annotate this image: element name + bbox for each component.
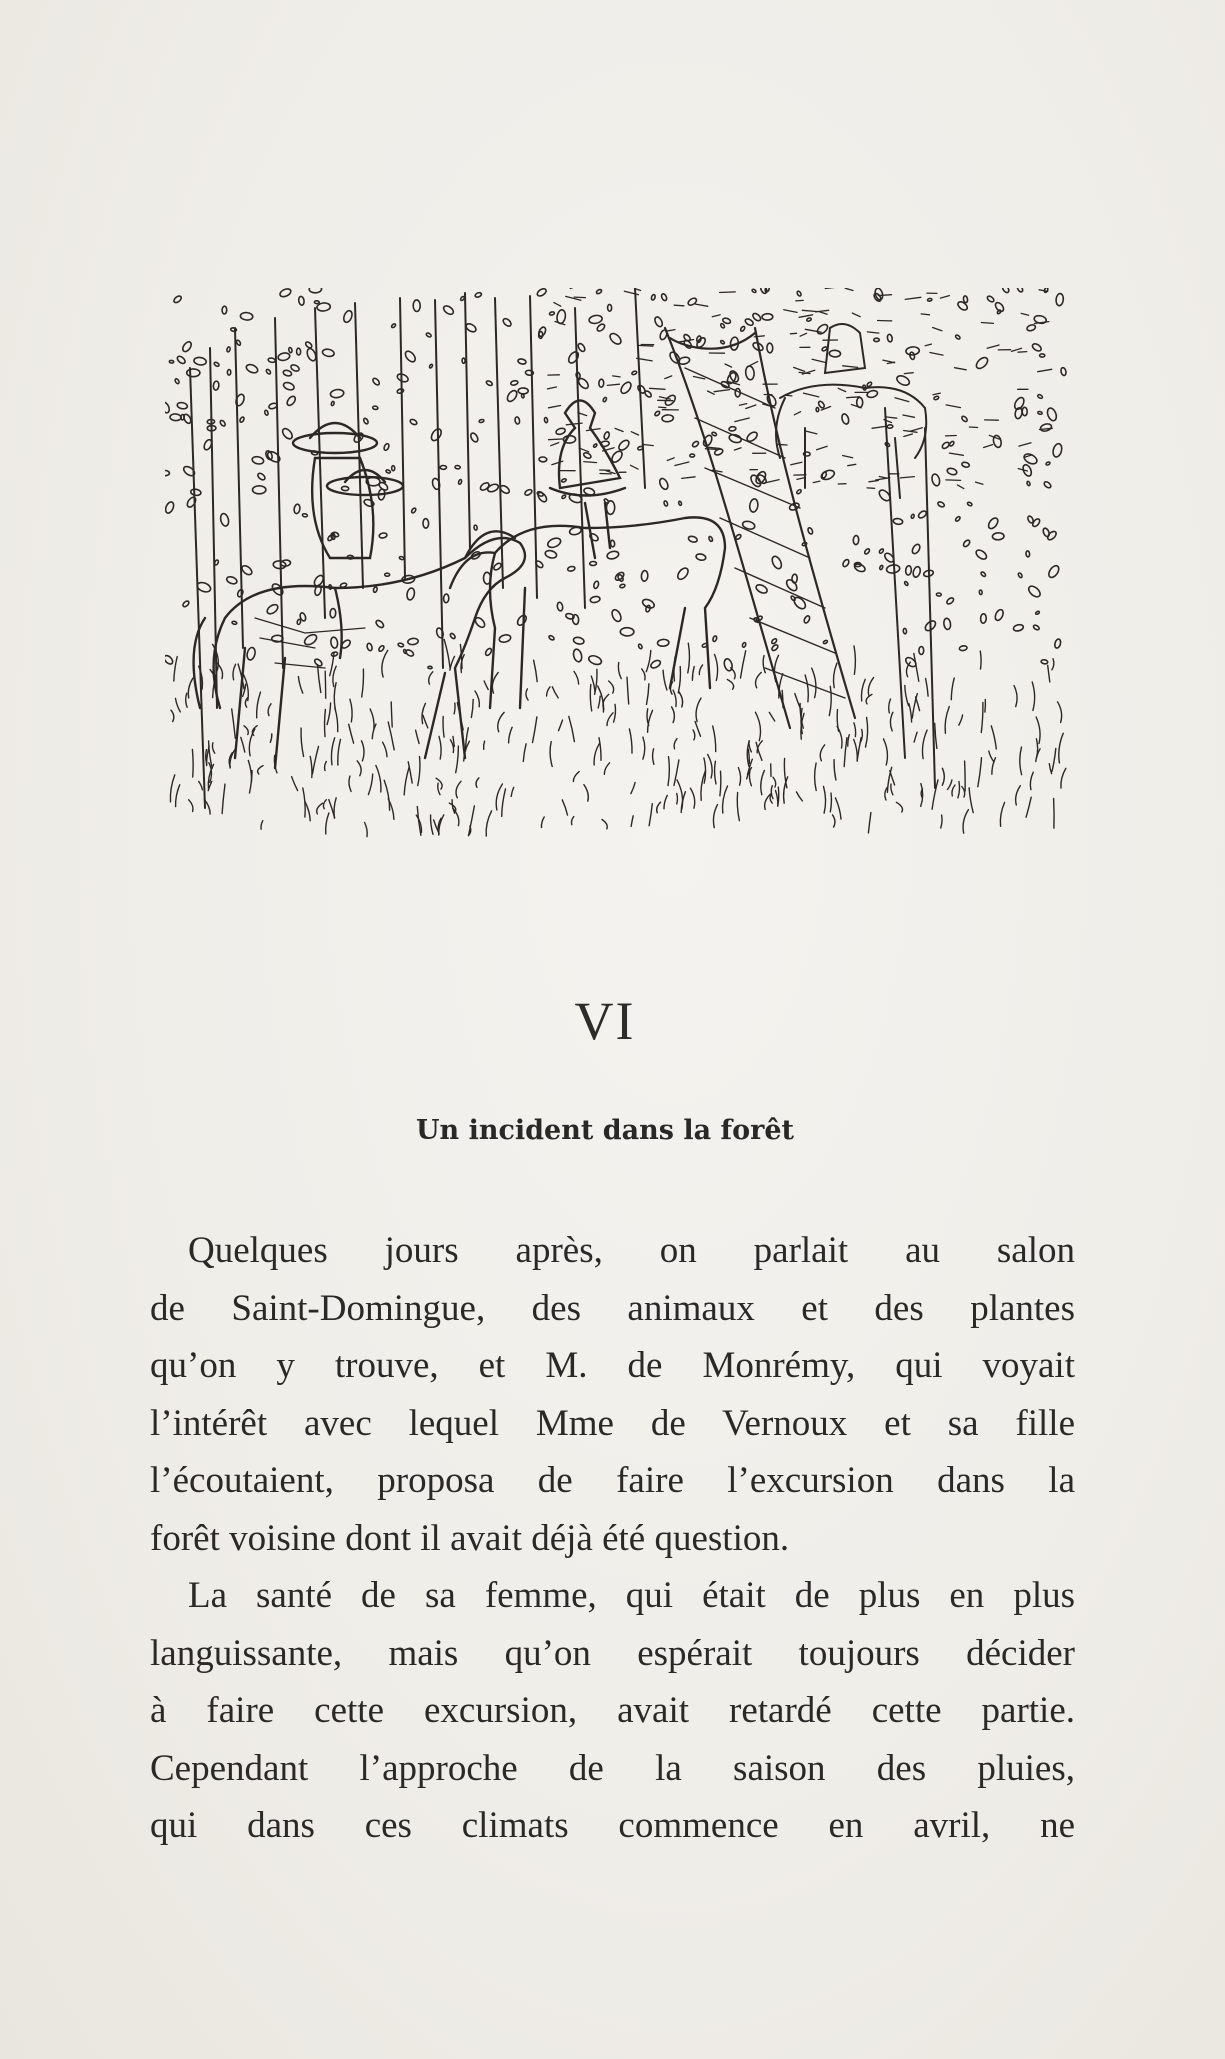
paragraph xyxy=(150,1567,1075,1855)
text-line: forêt voisine dont il avait déjà été question. xyxy=(150,1517,790,1559)
text-line: qu’on y trouve, et M. de Monrémy, qui voyait xyxy=(150,1345,1075,1386)
paragraph xyxy=(150,1222,1075,1567)
text-line: Cependant l’approche de la saison des pluies, xyxy=(150,1747,1075,1789)
chapter-number: VI xyxy=(574,991,636,1051)
chapter-title: Un incident dans la forêt xyxy=(416,1115,794,1146)
text-line: La santé de sa femme, qui était de plus en plus xyxy=(188,1575,1075,1616)
text-line: de Saint-Domingue, des animaux et des plantes xyxy=(150,1287,1075,1329)
text-line: Quelques jours après, on parlait au salon xyxy=(188,1230,1075,1271)
text-line: qui dans ces climats commence en avril, ne xyxy=(150,1805,1075,1846)
text-line: l’intérêt avec lequel Mme de Vernoux et sa fille xyxy=(150,1402,1075,1444)
body-text xyxy=(150,1222,1075,1855)
text-line: languissante, mais qu’on espérait toujours décider xyxy=(150,1632,1075,1674)
text-line: à faire cette excursion, avait retardé cette partie. xyxy=(150,1690,1075,1731)
text-line: l’écoutaient, proposa de faire l’excursion dans la xyxy=(150,1460,1075,1501)
forest-riders-illustration xyxy=(165,288,1070,848)
